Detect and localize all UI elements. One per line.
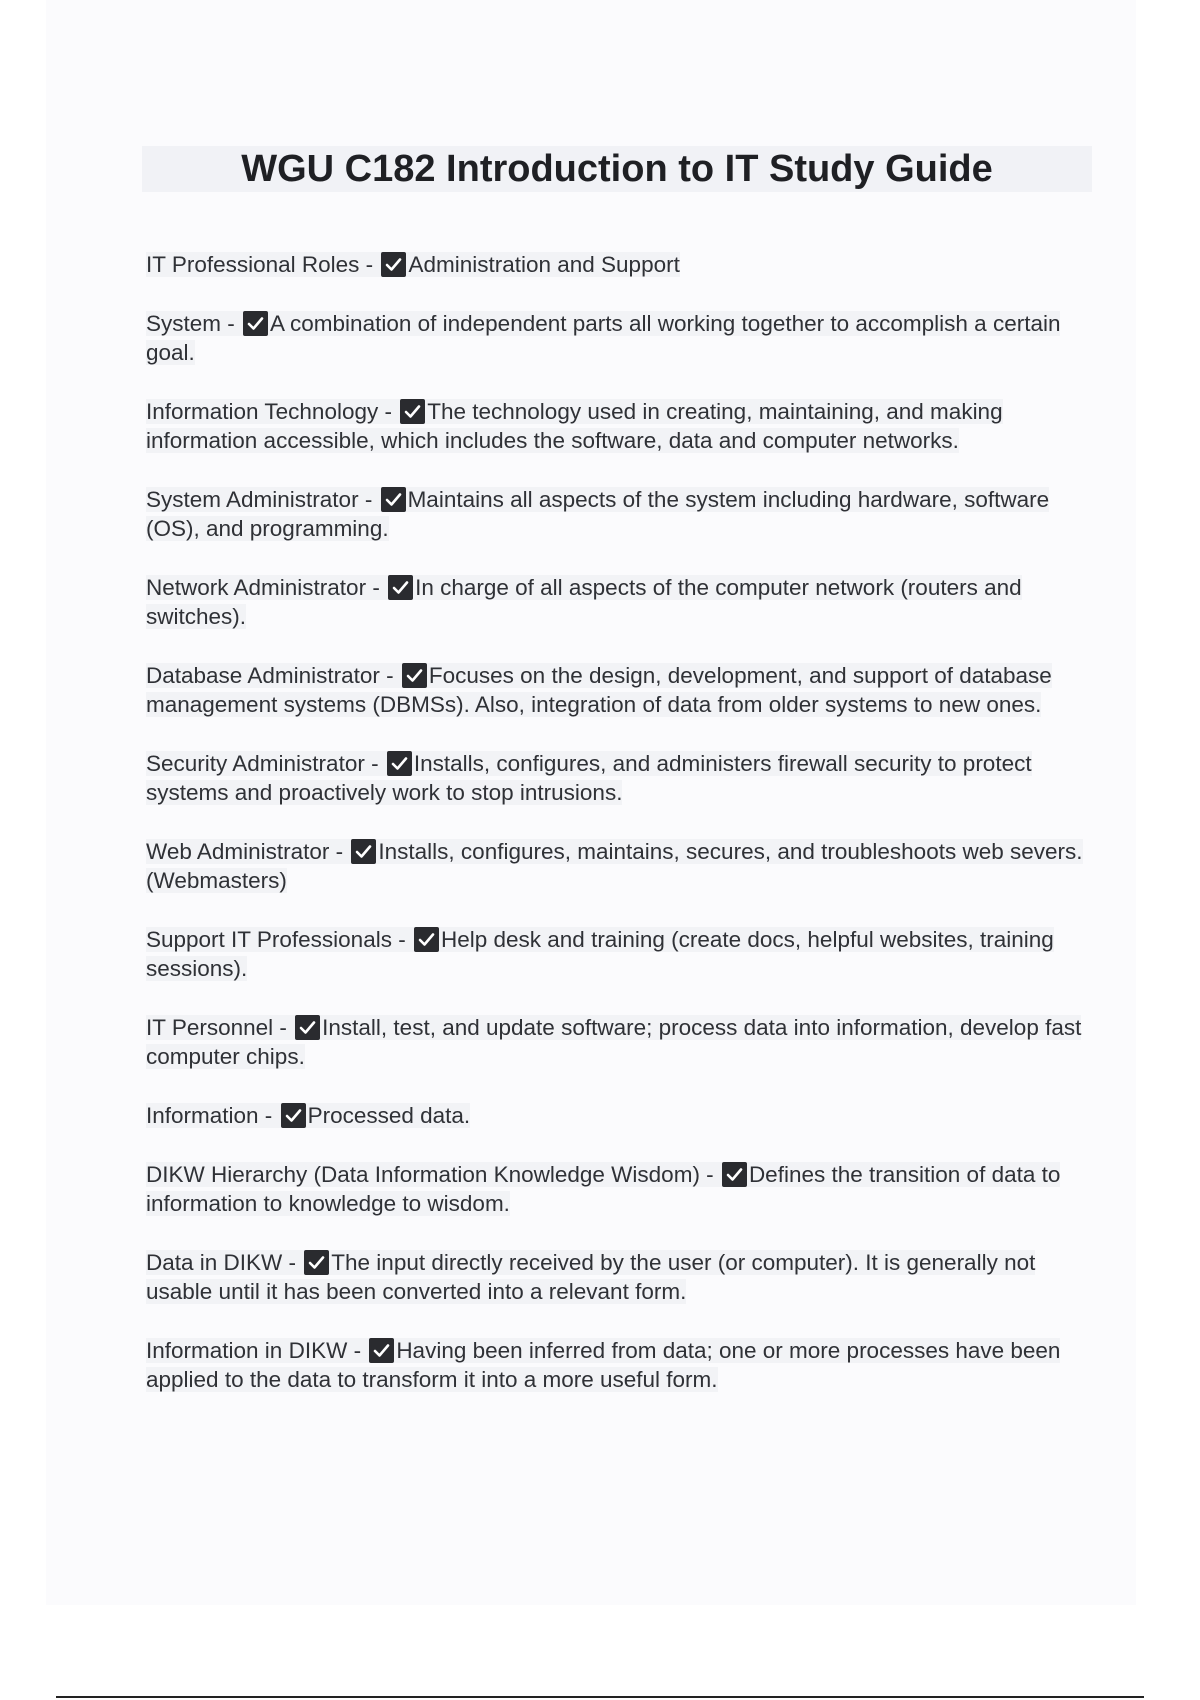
list-item xyxy=(146,1248,1086,1306)
checkmark-box-icon xyxy=(369,1338,394,1363)
entry-term: IT Personnel - xyxy=(146,1015,294,1040)
entry-term: System - xyxy=(146,311,242,336)
entry-definition: Install, test, and update software; process data into information, develop fast computer chips. xyxy=(146,1015,1082,1069)
list-item xyxy=(146,1336,1086,1394)
checkmark-box-icon xyxy=(281,1103,306,1128)
entry-term: Data in DIKW - xyxy=(146,1250,303,1275)
checkmark-box-icon xyxy=(304,1250,329,1275)
list-item xyxy=(146,573,1086,631)
list-item xyxy=(146,309,1086,367)
entry-term: Support IT Professionals - xyxy=(146,927,412,952)
list-item xyxy=(146,925,1086,983)
entry-list xyxy=(146,250,1086,1424)
entry-definition: In charge of all aspects of the computer network (routers and switches). xyxy=(146,575,1022,629)
entry-definition: Having been inferred from data; one or more processes have been applied to the data to transform it into a more useful form. xyxy=(146,1338,1061,1392)
checkmark-box-icon xyxy=(381,487,406,512)
entry-term: Information Technology - xyxy=(146,399,399,424)
checkmark-box-icon xyxy=(381,252,406,277)
entry-term: System Administrator - xyxy=(146,487,379,512)
entry-definition: The technology used in creating, maintaining, and making information accessible, which includes the software, data and computer networks. xyxy=(146,399,1003,453)
checkmark-box-icon xyxy=(243,311,268,336)
entry-definition: Help desk and training (create docs, helpful websites, training sessions). xyxy=(146,927,1054,981)
list-item xyxy=(146,837,1086,895)
checkmark-box-icon xyxy=(400,399,425,424)
checkmark-box-icon xyxy=(414,927,439,952)
list-item xyxy=(146,661,1086,719)
entry-definition: Processed data. xyxy=(307,1103,471,1128)
page-divider xyxy=(56,1696,1144,1698)
checkmark-box-icon xyxy=(387,751,412,776)
entry-term: Security Administrator - xyxy=(146,751,385,776)
list-item xyxy=(146,250,1086,279)
checkmark-box-icon xyxy=(295,1015,320,1040)
entry-definition: Administration and Support xyxy=(408,252,680,277)
entry-term: DIKW Hierarchy (Data Information Knowledge Wisdom) - xyxy=(146,1162,720,1187)
entry-definition: Focuses on the design, development, and support of database management systems (DBMSs). Also, integration of data from older systems to new ones. xyxy=(146,663,1052,717)
list-item xyxy=(146,397,1086,455)
entry-definition: Defines the transition of data to information to knowledge to wisdom. xyxy=(146,1162,1061,1216)
entry-definition: Installs, configures, and administers firewall security to protect systems and proactively work to stop intrusions. xyxy=(146,751,1032,805)
entry-definition: A combination of independent parts all working together to accomplish a certain goal. xyxy=(146,311,1061,365)
list-item xyxy=(146,1013,1086,1071)
entry-term: Database Administrator - xyxy=(146,663,400,688)
page-title: WGU C182 Introduction to IT Study Guide xyxy=(241,148,993,190)
list-item xyxy=(146,485,1086,543)
entry-term: Web Administrator - xyxy=(146,839,350,864)
entry-term: Information - xyxy=(146,1103,279,1128)
entry-term: IT Professional Roles - xyxy=(146,252,380,277)
list-item xyxy=(146,1160,1086,1218)
checkmark-box-icon xyxy=(351,839,376,864)
checkmark-box-icon xyxy=(722,1162,747,1187)
checkmark-box-icon xyxy=(388,575,413,600)
list-item xyxy=(146,749,1086,807)
entry-term: Information in DIKW - xyxy=(146,1338,368,1363)
list-item xyxy=(146,1101,1086,1130)
entry-definition: Installs, configures, maintains, secures, and troubleshoots web severs. (Webmasters) xyxy=(146,839,1083,893)
checkmark-box-icon xyxy=(402,663,427,688)
entry-definition: The input directly received by the user (or computer). It is generally not usable until it has been converted into a relevant form. xyxy=(146,1250,1036,1304)
entry-definition: Maintains all aspects of the system including hardware, software (OS), and programming. xyxy=(146,487,1050,541)
entry-term: Network Administrator - xyxy=(146,575,387,600)
